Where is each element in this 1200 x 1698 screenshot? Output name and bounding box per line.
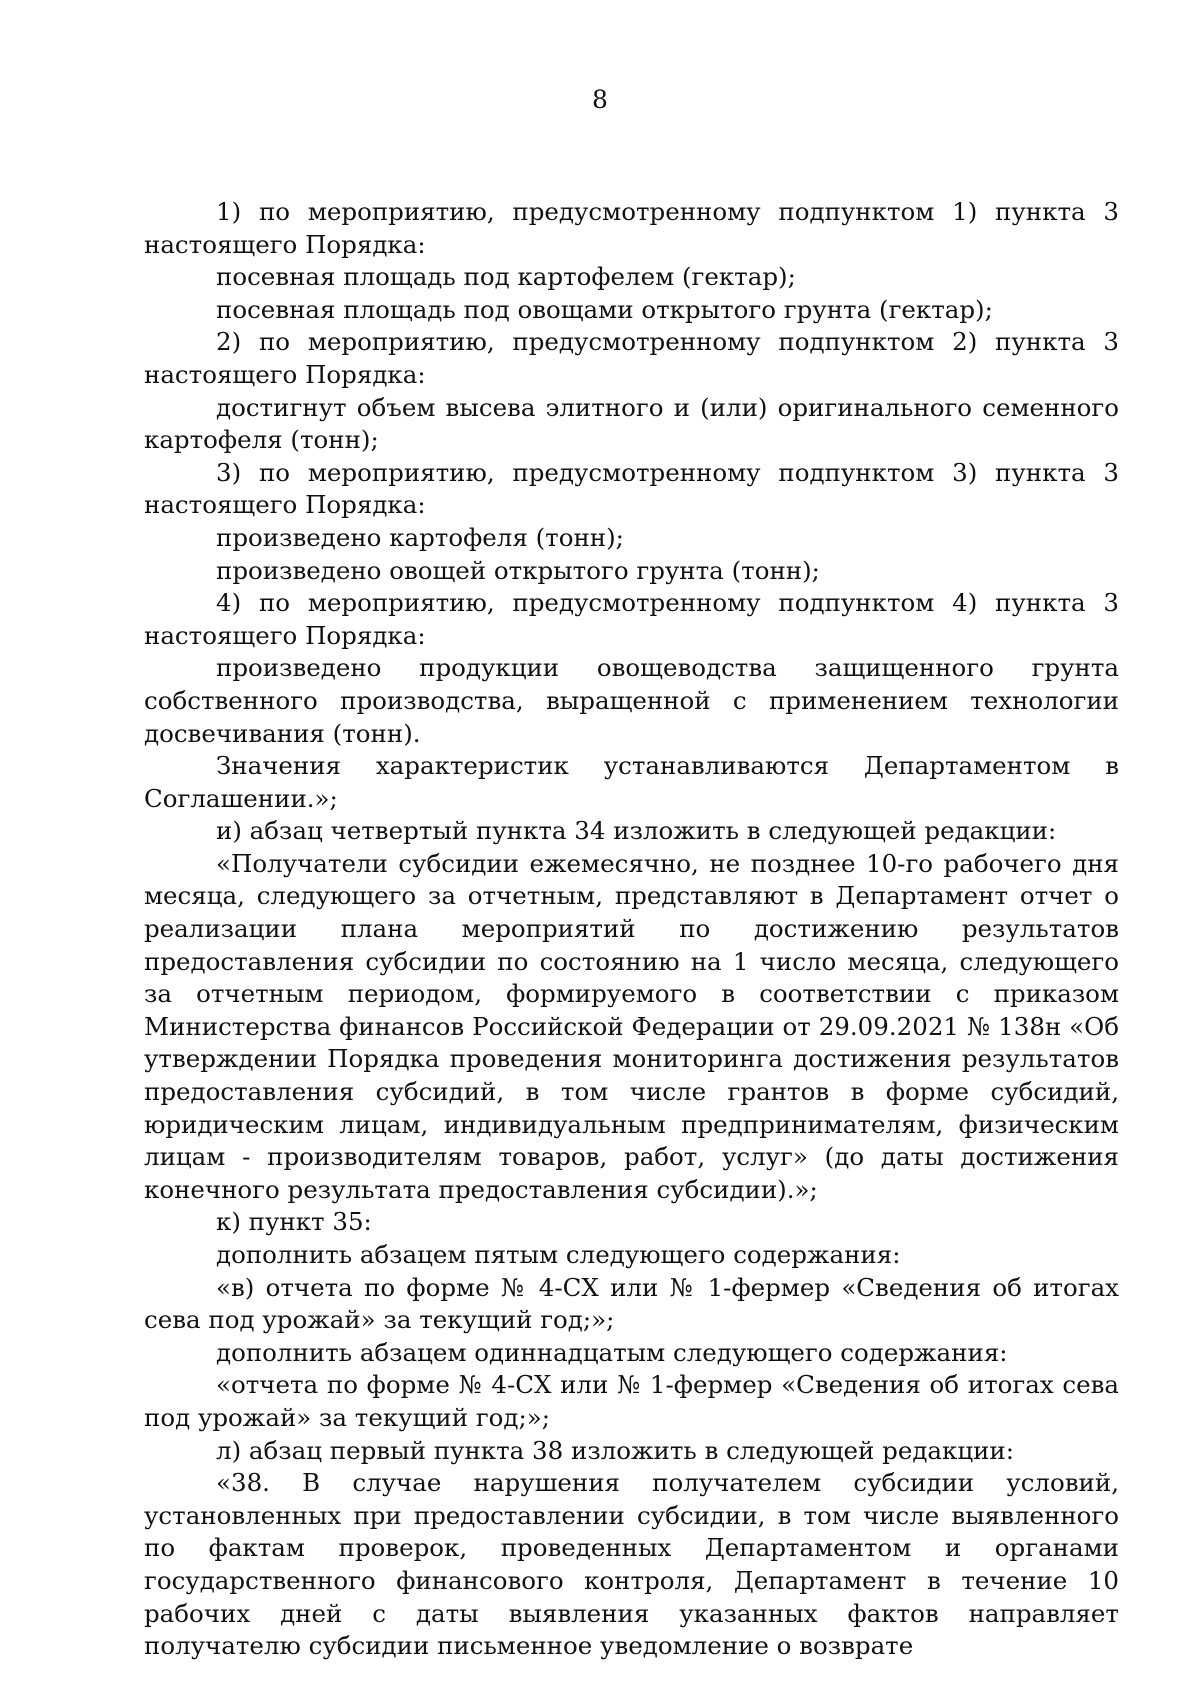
paragraph-recipients-report: «Получатели субсидии ежемесячно, не позднее 10-го рабочего дня месяца, следующего за отчетным, представляют в Департамент отчет о реализации плана мероприятий по достижению результатов предоставления субсидии по состоянию на 1 число месяца, следующего за отчетным периодом, формируемого в соответствии с приказом Министерства финансов Российской Федерации от 29.09.2021 № 138н «Об утверждении Порядка проведения мониторинга достижения результатов предоставления субсидий, в том числе грантов в форме субсидий, юридическим лицам, индивидуальным предпринимателям, физическим лицам - производителям товаров, работ, услуг» (до даты достижения конечного результата предоставления субсидии).»; [144, 848, 1119, 1204]
paragraph-report-form-v: «в) отчета по форме № 4-СХ или № 1-фермер «Сведения об итогах сева под урожай» за текущий год;»; [144, 1272, 1119, 1335]
paragraph-measure-1-heading: 1) по мероприятию, предусмотренному подпунктом 1) пункта 3 настоящего Порядка: [144, 197, 1119, 259]
paragraph-measure-4-heading: 4) по мероприятию, предусмотренному подпунктом 4) пункта 3 настоящего Порядка: [144, 588, 1119, 650]
paragraph-item-i: и) абзац четвертый пункта 34 изложить в следующей редакции: [216, 816, 1057, 846]
paragraph-greenhouse-production: произведено продукции овощеводства защищенного грунта собственного производства, выращенной с применением технологии досвечивания (тонн). [144, 653, 1119, 748]
paragraph-seed-potato-volume: достигнут объем высева элитного и (или) оригинального семенного картофеля (тонн); [144, 392, 1119, 455]
document-body [144, 196, 1119, 1663]
paragraph-item-38: «38. В случае нарушения получателем субсидии условий, установленных при предоставлении субсидии, в том числе выявленного по фактам проверок, проведенных Департаментом и органами государственного финансового контроля, Департамент в течение 10 рабочих дней с даты выявления указанных фактов направляет получателю субсидии письменное уведомление о возврате [144, 1468, 1119, 1661]
paragraph-vegetables-produced: произведено овощей открытого грунта (тонн); [216, 555, 820, 585]
page-number: 8 [592, 85, 608, 114]
paragraph-measure-2-heading: 2) по мероприятию, предусмотренному подпунктом 2) пункта 3 настоящего Порядка: [144, 327, 1119, 389]
paragraph-item-l: л) абзац первый пункта 38 изложить в следующей редакции: [216, 1435, 1014, 1465]
paragraph-characteristics-values: Значения характеристик устанавливаются Департаментом в Соглашении.»; [144, 751, 1119, 813]
paragraph-potato-produced: произведено картофеля (тонн); [216, 522, 624, 552]
paragraph-vegetable-area: посевная площадь под овощами открытого грунта (гектар); [216, 294, 993, 324]
paragraph-report-form: «отчета по форме № 4-СХ или № 1-фермер «Сведения об итогах сева под урожай» за текущий год;»; [144, 1370, 1119, 1432]
paragraph-potato-area: посевная площадь под картофелем (гектар); [216, 262, 796, 292]
paragraph-add-eleventh: дополнить абзацем одиннадцатым следующего содержания: [216, 1337, 1008, 1367]
paragraph-measure-3-heading: 3) по мероприятию, предусмотренному подпунктом 3) пункта 3 настоящего Порядка: [144, 457, 1119, 520]
paragraph-add-fifth: дополнить абзацем пятым следующего содержания: [216, 1240, 901, 1269]
paragraph-item-k: к) пункт 35: [216, 1207, 372, 1237]
